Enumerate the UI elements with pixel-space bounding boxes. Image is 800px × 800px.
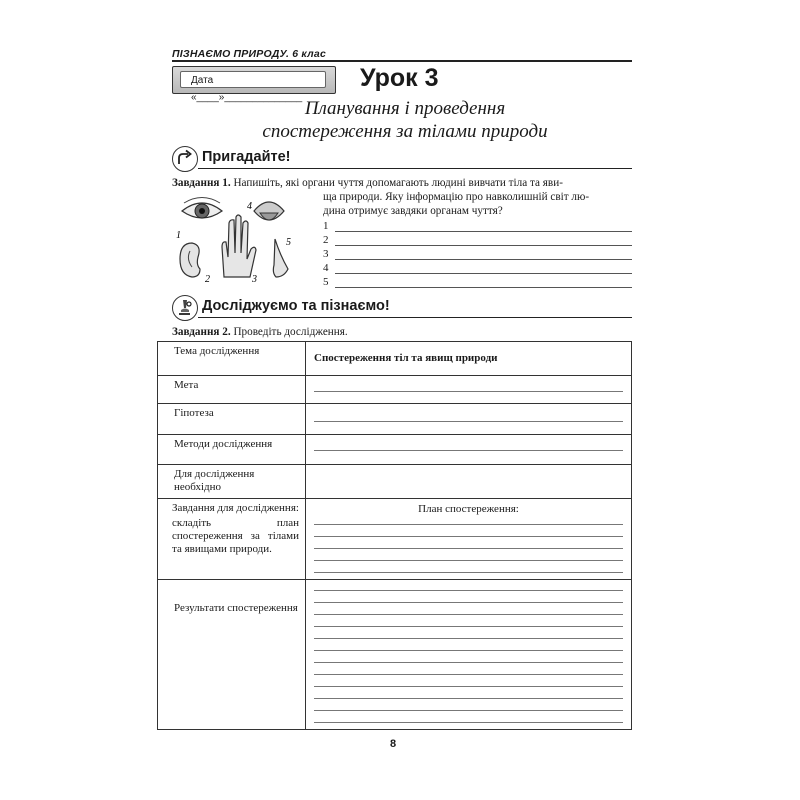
row-plan-field[interactable] — [306, 499, 632, 580]
section-recall-label: Пригадайте! — [202, 149, 291, 165]
table-row — [158, 465, 632, 499]
row-needed-label: Для дослідження необхідно — [158, 465, 306, 499]
header-divider — [172, 60, 632, 62]
table-row — [158, 404, 632, 435]
row-task-label — [158, 499, 306, 580]
section-explore-rule — [198, 317, 632, 318]
table-row — [158, 499, 632, 580]
image-label-2: 2 — [205, 274, 210, 285]
answer-line-2[interactable] — [335, 245, 632, 246]
row-results-field[interactable] — [306, 580, 632, 730]
section-explore-label: Досліджуємо та пізнаємо! — [202, 298, 390, 314]
table-row — [158, 376, 632, 404]
image-label-3: 3 — [252, 274, 257, 285]
row-hypothesis-label: Гіпотеза — [158, 404, 306, 435]
section-explore — [172, 295, 632, 319]
row-task-title: Завдання для дослідження: — [172, 502, 299, 514]
answer-number-5: 5 — [323, 276, 329, 288]
table-row — [158, 342, 632, 376]
row-topic-label: Тема дослідження — [158, 342, 306, 376]
sense-organs-illustration — [172, 195, 307, 285]
row-results-label: Результати спостереження — [158, 580, 306, 730]
date-box — [172, 66, 336, 103]
row-goal-label: Мета — [158, 376, 306, 404]
task1-line1-text: Напишіть, які органи чуття допомагають людині вивчати тіла та яви- — [233, 177, 563, 189]
task2-heading — [172, 325, 348, 339]
image-label-5: 5 — [286, 237, 291, 248]
page-number: 8 — [390, 738, 397, 750]
task2-prefix: Завдання 2. — [172, 326, 231, 338]
row-task-text: складіть план спостереження за тілами та явищами природи. — [172, 517, 299, 555]
row-hypothesis-field[interactable] — [306, 404, 632, 435]
microscope-icon — [172, 295, 198, 321]
plan-heading: План спостереження: — [418, 503, 519, 515]
date-field[interactable]: Дата «____»______________ — [180, 71, 326, 88]
eye-icon — [182, 198, 222, 219]
section-recall — [172, 146, 632, 170]
image-label-1: 1 — [176, 230, 181, 241]
table-row — [158, 435, 632, 465]
arrow-turn-icon — [172, 146, 198, 172]
answer-line-1[interactable] — [335, 231, 632, 232]
research-table — [157, 341, 632, 730]
lesson-title — [180, 97, 630, 143]
lesson-title-line2: спостереження за тілами природи — [262, 121, 548, 142]
task1-line3: дина отримує завдяки органам чуття? — [323, 205, 503, 217]
lesson-number: Урок 3 — [360, 64, 439, 92]
row-methods-field[interactable] — [306, 435, 632, 465]
row-topic-value — [306, 342, 632, 376]
answer-number-3: 3 — [323, 248, 329, 260]
row-goal-field[interactable] — [306, 376, 632, 404]
answer-line-4[interactable] — [335, 273, 632, 274]
task1-line1 — [172, 176, 632, 190]
lesson-title-line1: Планування і проведення — [304, 98, 506, 119]
row-methods-label: Методи дослідження — [158, 435, 306, 465]
task1-prefix: Завдання 1. — [172, 177, 231, 189]
section-recall-rule — [198, 168, 632, 169]
hand-icon — [222, 215, 256, 277]
task1-line2: ща природи. Яку інформацію про навколишній світ лю- — [323, 191, 590, 203]
image-label-4: 4 — [247, 201, 252, 212]
task2-text: Проведіть дослідження. — [233, 326, 348, 338]
table-row — [158, 580, 632, 730]
answer-line-5[interactable] — [335, 287, 632, 288]
answer-number-1: 1 — [323, 220, 329, 232]
mouth-icon — [254, 202, 284, 220]
topic-value-text: Спостереження тіл та явищ природи — [314, 352, 498, 364]
ear-icon — [180, 243, 200, 277]
book-title: ПІЗНАЄМО ПРИРОДУ. 6 клас — [172, 48, 326, 60]
answer-number-2: 2 — [323, 234, 329, 246]
answer-line-3[interactable] — [335, 259, 632, 260]
row-needed-field[interactable] — [306, 465, 632, 499]
answer-number-4: 4 — [323, 262, 329, 274]
